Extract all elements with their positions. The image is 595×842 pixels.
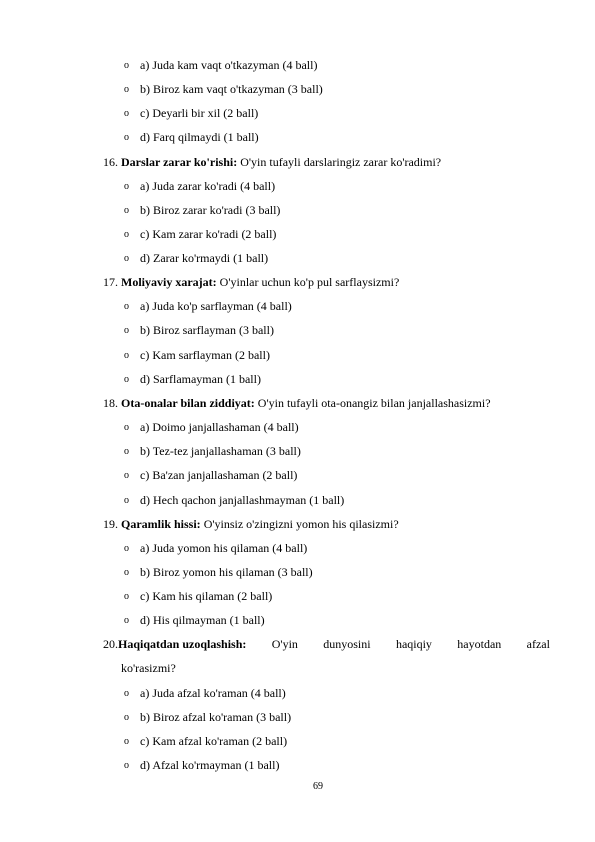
option-text: a) Juda afzal ko'raman (4 ball) (140, 686, 286, 700)
question-word: afzal (526, 637, 550, 651)
bullet-icon: o (124, 688, 129, 699)
question-16 (103, 155, 441, 169)
question-heading: Qaramlik hissi: (121, 517, 201, 531)
bullet-icon: o (124, 446, 129, 457)
bullet-icon: o (124, 760, 129, 771)
list-item (124, 686, 286, 700)
question-20 (103, 637, 550, 651)
bullet-icon: o (124, 543, 129, 554)
question-continuation: ko'rasizmi? (121, 661, 176, 675)
list-item (124, 710, 292, 724)
option-text: b) Biroz sarflayman (3 ball) (140, 323, 274, 337)
bullet-icon: o (124, 108, 129, 119)
bullet-icon: o (124, 495, 129, 506)
option-text: c) Kam sarflayman (2 ball) (140, 348, 270, 362)
option-text: b) Biroz zarar ko'radi (3 ball) (140, 203, 281, 217)
question-heading: Ota-onalar bilan ziddiyat: (121, 396, 255, 410)
list-item (124, 130, 259, 144)
option-text: b) Tez-tez janjallashaman (3 ball) (140, 444, 301, 458)
list-item (124, 58, 318, 72)
option-text: d) Afzal ko'rmayman (1 ball) (140, 758, 280, 772)
question-label (103, 637, 246, 651)
page-number: 69 (313, 781, 323, 792)
question-number: 18. (103, 396, 118, 410)
question-text: O'yin tufayli ota-onangiz bilan janjallashasizmi? (254, 396, 491, 410)
bullet-icon: o (124, 736, 129, 747)
list-item (124, 541, 308, 555)
question-heading: Haqiqatdan uzoqlashish: (118, 637, 247, 651)
option-text: a) Doimo janjallashaman (4 ball) (140, 420, 299, 434)
option-text: a) Juda yomon his qilaman (4 ball) (140, 541, 308, 555)
question-19 (103, 517, 399, 531)
question-word: O'yin (271, 637, 298, 651)
bullet-icon: o (124, 350, 129, 361)
option-text: d) His qilmayman (1 ball) (140, 613, 265, 627)
bullet-icon: o (124, 567, 129, 578)
bullet-icon: o (124, 229, 129, 240)
bullet-icon: o (124, 132, 129, 143)
bullet-icon: o (124, 591, 129, 602)
list-item (124, 82, 323, 96)
bullet-icon: o (124, 470, 129, 481)
list-item (124, 348, 270, 362)
bullet-icon: o (124, 253, 129, 264)
option-text: c) Kam zarar ko'radi (2 ball) (140, 227, 277, 241)
question-number: 20. (103, 637, 118, 651)
list-item (124, 589, 273, 603)
option-text: c) Ba'zan janjallashaman (2 ball) (140, 468, 298, 482)
option-text: d) Zarar ko'rmaydi (1 ball) (140, 251, 269, 265)
bullet-icon: o (124, 301, 129, 312)
list-item (124, 734, 288, 748)
list-item (124, 493, 345, 507)
option-text: c) Kam afzal ko'raman (2 ball) (140, 734, 288, 748)
question-word: haqiqiy (395, 637, 432, 651)
list-item (124, 106, 259, 120)
bullet-icon: o (124, 84, 129, 95)
list-item (124, 323, 274, 337)
question-text: O'yin tufayli darslaringiz zarar ko'radimi? (237, 155, 442, 169)
bullet-icon: o (124, 325, 129, 336)
bullet-icon: o (124, 374, 129, 385)
question-word: dunyosini (323, 637, 371, 651)
option-text: d) Sarflamayman (1 ball) (140, 372, 261, 386)
bullet-icon: o (124, 205, 129, 216)
list-item (124, 420, 299, 434)
list-item (124, 468, 298, 482)
list-item (124, 299, 292, 313)
option-text: c) Kam his qilaman (2 ball) (140, 589, 273, 603)
question-heading: Moliyaviy xarajat: (121, 275, 217, 289)
list-item (124, 565, 313, 579)
question-number: 17. (103, 275, 118, 289)
option-text: c) Deyarli bir xil (2 ball) (140, 106, 259, 120)
question-heading: Darslar zarar ko'rishi: (121, 155, 238, 169)
list-item (124, 203, 281, 217)
question-number: 16. (103, 155, 118, 169)
option-text: b) Biroz kam vaqt o'tkazyman (3 ball) (140, 82, 323, 96)
question-text: O'yinlar uchun ko'p pul sarflaysizmi? (216, 275, 400, 289)
list-item (124, 227, 277, 241)
question-text: O'yinsiz o'zingizni yomon his qilasizmi? (200, 517, 399, 531)
list-item (124, 613, 265, 627)
list-item (124, 758, 280, 772)
option-text: d) Hech qachon janjallashmayman (1 ball) (140, 493, 345, 507)
bullet-icon: o (124, 181, 129, 192)
option-text: a) Juda ko'p sarflayman (4 ball) (140, 299, 292, 313)
list-item (124, 179, 276, 193)
list-item (124, 444, 301, 458)
question-number: 19. (103, 517, 118, 531)
question-word: hayotdan (457, 637, 502, 651)
bullet-icon: o (124, 422, 129, 433)
list-item (124, 251, 269, 265)
bullet-icon: o (124, 60, 129, 71)
question-17 (103, 275, 399, 289)
option-text: a) Juda kam vaqt o'tkazyman (4 ball) (140, 58, 318, 72)
question-18 (103, 396, 491, 410)
option-text: a) Juda zarar ko'radi (4 ball) (140, 179, 276, 193)
list-item (124, 372, 261, 386)
option-text: d) Farq qilmaydi (1 ball) (140, 130, 259, 144)
bullet-icon: o (124, 712, 129, 723)
bullet-icon: o (124, 615, 129, 626)
option-text: b) Biroz yomon his qilaman (3 ball) (140, 565, 313, 579)
option-text: b) Biroz afzal ko'raman (3 ball) (140, 710, 292, 724)
